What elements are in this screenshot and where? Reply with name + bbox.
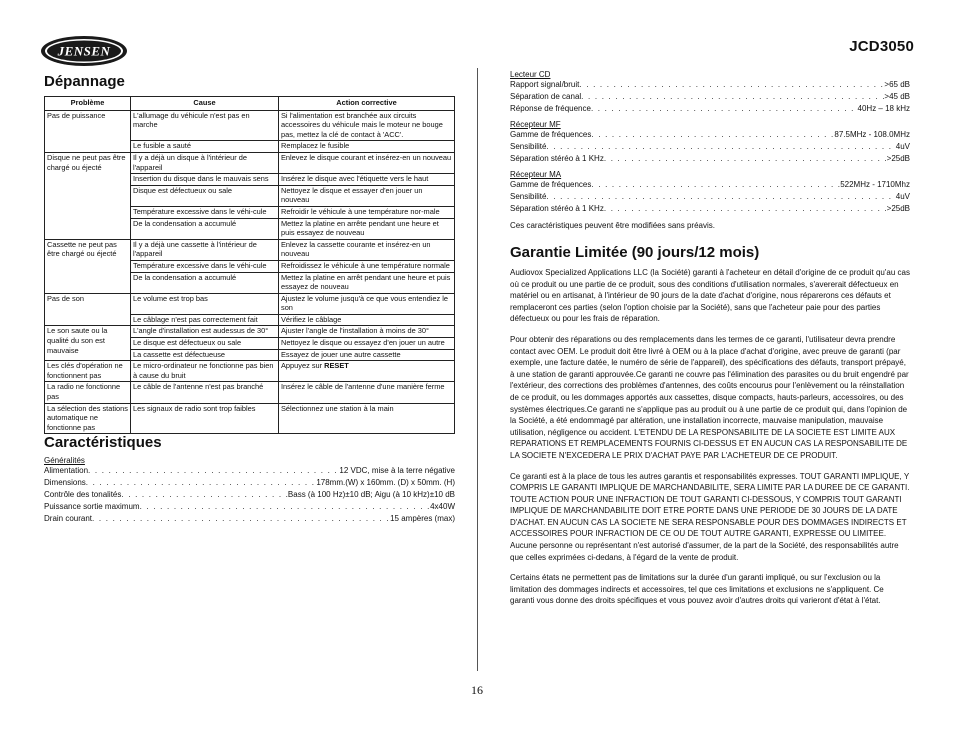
- recepteur-mf-heading: Récepteur MF: [510, 120, 561, 129]
- column-header: Cause: [131, 97, 279, 111]
- spec-value: 4x40W: [430, 502, 455, 512]
- action-cell: Remplacez le fusible: [279, 141, 455, 153]
- spec-label: Gamme de fréquences: [510, 130, 592, 139]
- problem-cell: Le son saute ou la qualité du son est mauvaise: [45, 326, 131, 361]
- table-row: [45, 361, 455, 382]
- spec-row: [510, 129, 910, 141]
- cause-cell: Insertion du disque dans le mauvais sens: [131, 174, 279, 186]
- cause-cell: L'allumage du véhicule n'est pas en marche: [131, 110, 279, 141]
- caracteristiques-title: Caractéristiques: [44, 434, 162, 452]
- dot-leader: [92, 513, 390, 525]
- spec-value: 4uV: [895, 142, 910, 151]
- problem-cell: Disque ne peut pas être chargé ou éjecté: [45, 152, 131, 239]
- spec-row: [510, 203, 910, 215]
- spec-value: >25dB: [886, 204, 910, 213]
- table-row: [45, 403, 455, 434]
- cause-cell: De la condensation a accumulé: [131, 272, 279, 293]
- cause-cell: Température excessive dans le véhi-cule: [131, 260, 279, 272]
- action-cell: Refroidir le véhicule à une température nor-male: [279, 206, 455, 218]
- garantie-paragraph: Pour obtenir des réparations ou des remplacements dans les termes de ce garanti, l'utilisateur devra prendre contact avec OEM. Le produit doit être livré à OEM ou à la place d'achat d'origine, avec preuve de garanti (par exemple, une facture datée, le numéro de série de l'appareil), des spécifications des défauts, transport prépayé, à une station de garanti approuvée.Ce garanti ne couvre pas l'élimination des parasites ou du bruit engendré par l'extérieur, des corrections des problèmes d'antennes, des coûts encourus pour l'enlèvement ou la réinstallation de ce produit, ou les dommages apportés aux cassettes, disque compacts, hauts-parleurs, accessoires, ou des systèmes électriques.Ce garanti ne s'applique pas au produit ou à une partie de ce produit qui, dans l'opinion de la Société, a été endommagé par altération, une installation incorrecte, mauvaise manipulation, mauvaise utilisation, négligence ou accident. L'ETENDU DE LA RESPONSABILITE DE LA SOCIETE EST LIMITE AUX REPARATIONS ET REMPLACEMENTS FOURNIS CI-DESSUS ET EN AUCUN CAS LA RESPONSABILITE DE LA SOCIETE N'EXCEDERA LE PRIX D'ACHAT PAYE PAR L'ACHETEUR DE CE PRODUIT.: [510, 334, 909, 460]
- cause-cell: La cassette est défectueuse: [131, 349, 279, 361]
- spec-row: [44, 489, 455, 501]
- troubleshooting-table: [44, 96, 455, 434]
- action-cell: Sélectionnez une station à la main: [279, 403, 455, 434]
- spec-label: Réponse de fréquence: [510, 104, 591, 113]
- spec-label: Séparation de canal: [510, 92, 582, 101]
- svg-text:JENSEN: JENSEN: [57, 43, 111, 59]
- spec-label: Sensibilité: [510, 192, 547, 201]
- cause-cell: L'angle d'installation est audessus de 30°: [131, 326, 279, 338]
- spec-label: Sensibilité: [510, 142, 547, 151]
- cause-cell: Le fusible a sauté: [131, 141, 279, 153]
- spec-value: Bass (à 100 Hz)±10 dB; Aigu (à 10 kHz)±10 dB: [287, 490, 455, 500]
- dot-leader: [88, 465, 339, 477]
- dot-leader: [591, 129, 834, 141]
- cause-cell: Le disque est défectueux ou sale: [131, 338, 279, 350]
- dot-leader: [579, 79, 884, 91]
- table-row: [45, 382, 455, 403]
- problem-cell: Les clés d'opération ne fonctionnent pas: [45, 361, 131, 382]
- garantie-paragraph: Certains états ne permettent pas de limitations sur la durée d'un garanti impliqué, ou sur l'exclusion ou la limitation des dommages indirects et accessoires, tel que ces limitations et exclusions ne s'appliquent. Ce garanti vous donne des droits spécifiques et vous pouvez avoir d'autres droits qui varieront d'état à l'état.: [510, 573, 884, 606]
- spec-row: [510, 91, 910, 103]
- reset-keyword: RESET: [324, 361, 349, 371]
- dot-leader: [581, 91, 884, 103]
- spec-value: 12 VDC, mise à la terre négative: [339, 466, 455, 476]
- spec-label: Puissance sortie maximum: [44, 502, 140, 512]
- spec-value: 178mm.(W) x 160mm. (D) x 50mm. (H): [316, 478, 455, 488]
- spec-label: Dimensions: [44, 478, 86, 488]
- column-divider: [477, 68, 478, 671]
- left-column: [44, 70, 455, 525]
- specs-note: Ces caractéristiques peuvent être modifiées sans préavis.: [510, 221, 715, 230]
- right-column: [510, 70, 910, 616]
- cause-cell: Le micro-ordinateur ne fonctionne pas bien à cause du bruit: [131, 361, 279, 382]
- dot-leader: [604, 203, 887, 215]
- cause-cell: Le câblage n'est pas correctement fait: [131, 314, 279, 326]
- problem-cell: Pas de puissance: [45, 110, 131, 152]
- lecteur-cd-list: [510, 79, 910, 115]
- action-cell: Mettez la platine en arrêt pendant une heure et puis essayez de nouveau: [279, 272, 455, 293]
- spec-label: Rapport signal/bruit: [510, 80, 580, 89]
- action-cell: Appuyez sur RESET: [279, 361, 455, 382]
- cause-cell: Il y a déjà une cassette à l'intérieur de l'appareil: [131, 239, 279, 260]
- column-header: Action corrective: [279, 97, 455, 111]
- spec-row: [44, 513, 455, 525]
- action-cell: Mettez la platine en arrête pendant une heure et puis essayez de nouveau: [279, 218, 455, 239]
- table-row: [45, 110, 455, 141]
- recepteur-ma-list: [510, 179, 910, 215]
- spec-row: [510, 153, 910, 165]
- garantie-title: Garantie Limitée (90 jours/12 mois): [510, 244, 760, 261]
- jensen-logo: [40, 35, 128, 67]
- action-cell: Enlevez le disque courant et insérez-en un nouveau: [279, 152, 455, 173]
- problem-cell: Pas de son: [45, 293, 131, 326]
- table-header-row: [45, 97, 455, 111]
- spec-value: 522MHz - 1710Mhz: [840, 180, 910, 189]
- cause-cell: Température excessive dans le véhi-cule: [131, 206, 279, 218]
- spec-row: [44, 465, 455, 477]
- spec-value: 40Hz – 18 kHz: [857, 104, 910, 113]
- dot-leader: [604, 153, 887, 165]
- spec-row: [510, 103, 910, 115]
- cause-cell: Le volume est trop bas: [131, 293, 279, 314]
- spec-value: 87.5MHz - 108.0MHz: [834, 130, 910, 139]
- action-cell: Nettoyez le disque et essayer d'en jouer un nouveau: [279, 185, 455, 206]
- spec-row: [510, 79, 910, 91]
- action-cell: Insérez le câble de l'antenne d'une manière ferme: [279, 382, 455, 403]
- table-row: [45, 152, 455, 173]
- page-number: 16: [471, 683, 483, 697]
- cause-cell: Il y a déjà un disque à l'intérieur de l'appareil: [131, 152, 279, 173]
- recepteur-mf-list: [510, 129, 910, 165]
- spec-label: Séparation stéréo à 1 KHz: [510, 204, 604, 213]
- recepteur-ma-heading: Récepteur MA: [510, 170, 562, 179]
- spec-row: [510, 179, 910, 191]
- cause-cell: Le câble de l'antenne n'est pas branché: [131, 382, 279, 403]
- problem-cell: Cassette ne peut pas être chargé ou éjecté: [45, 239, 131, 293]
- action-cell: Refroidissez le véhicule à une température normale: [279, 260, 455, 272]
- spec-label: Drain courant: [44, 514, 93, 524]
- problem-cell: La radio ne fonctionne pas: [45, 382, 131, 403]
- action-cell: Enlevez la cassette courante et insérez-en un nouveau: [279, 239, 455, 260]
- lecteur-cd-heading: Lecteur CD: [510, 70, 551, 79]
- spec-value: >45 dB: [884, 92, 910, 101]
- cause-cell: De la condensation a accumulé: [131, 218, 279, 239]
- cause-cell: Les signaux de radio sont trop faibles: [131, 403, 279, 434]
- spec-value: 15 ampères (max): [390, 514, 455, 524]
- action-cell: Essayez de jouer une autre cassette: [279, 349, 455, 361]
- dot-leader: [546, 141, 895, 153]
- problem-cell: La sélection des stations automatique ne fonctionne pas: [45, 403, 131, 434]
- dot-leader: [591, 179, 840, 191]
- action-cell: Si l'alimentation est branchée aux circuits accessoires du véhicule mais le moteur ne bouge pas, mettez la clé de contact à 'ACC'.: [279, 110, 455, 141]
- table-row: [45, 293, 455, 314]
- spec-label: Contrôle des tonalités: [44, 490, 122, 500]
- spec-row: [510, 191, 910, 203]
- spec-label: Gamme de fréquences: [510, 180, 592, 189]
- dot-leader: [591, 103, 858, 115]
- dot-leader: [86, 477, 317, 489]
- dot-leader: [546, 191, 895, 203]
- column-header: Problème: [45, 97, 131, 111]
- spec-value: >65 dB: [884, 80, 910, 89]
- spec-row: [44, 501, 455, 513]
- generalites-heading: Généralités: [44, 456, 85, 466]
- dot-leader: [140, 501, 431, 513]
- spec-row: [44, 477, 455, 489]
- model-number: JCD3050: [849, 38, 914, 55]
- spec-label: Séparation stéréo à 1 KHz: [510, 154, 604, 163]
- dot-leader: [121, 489, 288, 501]
- action-cell: Ajustez le volume jusqu'à ce que vous entendiez le son: [279, 293, 455, 314]
- spec-value: >25dB: [886, 154, 910, 163]
- generalites-list: [44, 465, 455, 525]
- garantie-paragraph: Ce garanti est à la place de tous les autres garantis et responsabilités expresses. TOUT GARANTI IMPLIQUE, Y COMPRIS LE GARANTI IMPLIQUE DE MARCHANDABILITE, SERA LIMITE PAR LA DUREE DE CE GARANTI. TOUTE ACTION POUR UNE INFRACTION DE TOUT GARANTI CI-DESSOUS, Y COMPRIS TOUT GARANTI IMPLIQUE DE MARCHANDABILITE DOIT ETRE PORTE DANS UNE PERIODE DE 30 JOURS DE LA DATE D'ACHAT. EN AUCUN CAS LA SOCIETE NE SERA RESPONSABLE POUR DES DOMMAGES INDIRECTS ET ACCESSOIRES POUR INFRACTION DE CE OU DE TOUT AUTRE GARANTI, EXPRESSE OU LIMITEE. Aucune personne ou représentant n'est autorisé d'assumer, de la part de la Société, des responsabilités autre que celles exprimées ci-dedans, à l'égard de la vente de produit.: [510, 471, 910, 562]
- action-cell: Ajuster l'angle de l'installation à moins de 30°: [279, 326, 455, 338]
- table-row: [45, 326, 455, 338]
- action-cell: Insérez le disque avec l'étiquette vers le haut: [279, 174, 455, 186]
- cause-cell: Disque est défectueux ou sale: [131, 185, 279, 206]
- action-cell: Nettoyez le disque ou essayez d'en jouer un autre: [279, 338, 455, 350]
- depannage-title: Dépannage: [44, 73, 125, 90]
- spec-value: 4uV: [895, 192, 910, 201]
- spec-row: [510, 141, 910, 153]
- action-cell: Vérifiez le câblage: [279, 314, 455, 326]
- spec-label: Alimentation: [44, 466, 89, 476]
- table-row: [45, 239, 455, 260]
- garantie-paragraph: Audiovox Specialized Applications LLC (la Société) garanti à l'acheteur en détail d'origine de ce produit qu'au cas où ce produit ou une partie de ce produit, sous des conditions d'utilisation normales, s'avererait défectueux en matériel ou en artisanat, à l'intérieur de 90 jours de la date d'achat d'origine, nous réparerons ces défauts et remplaceront ces parties (selon l'option choisie par la Société), sans que l'acheteur paie pour des parties défectueux ou pour les frais de réparation.: [510, 268, 910, 324]
